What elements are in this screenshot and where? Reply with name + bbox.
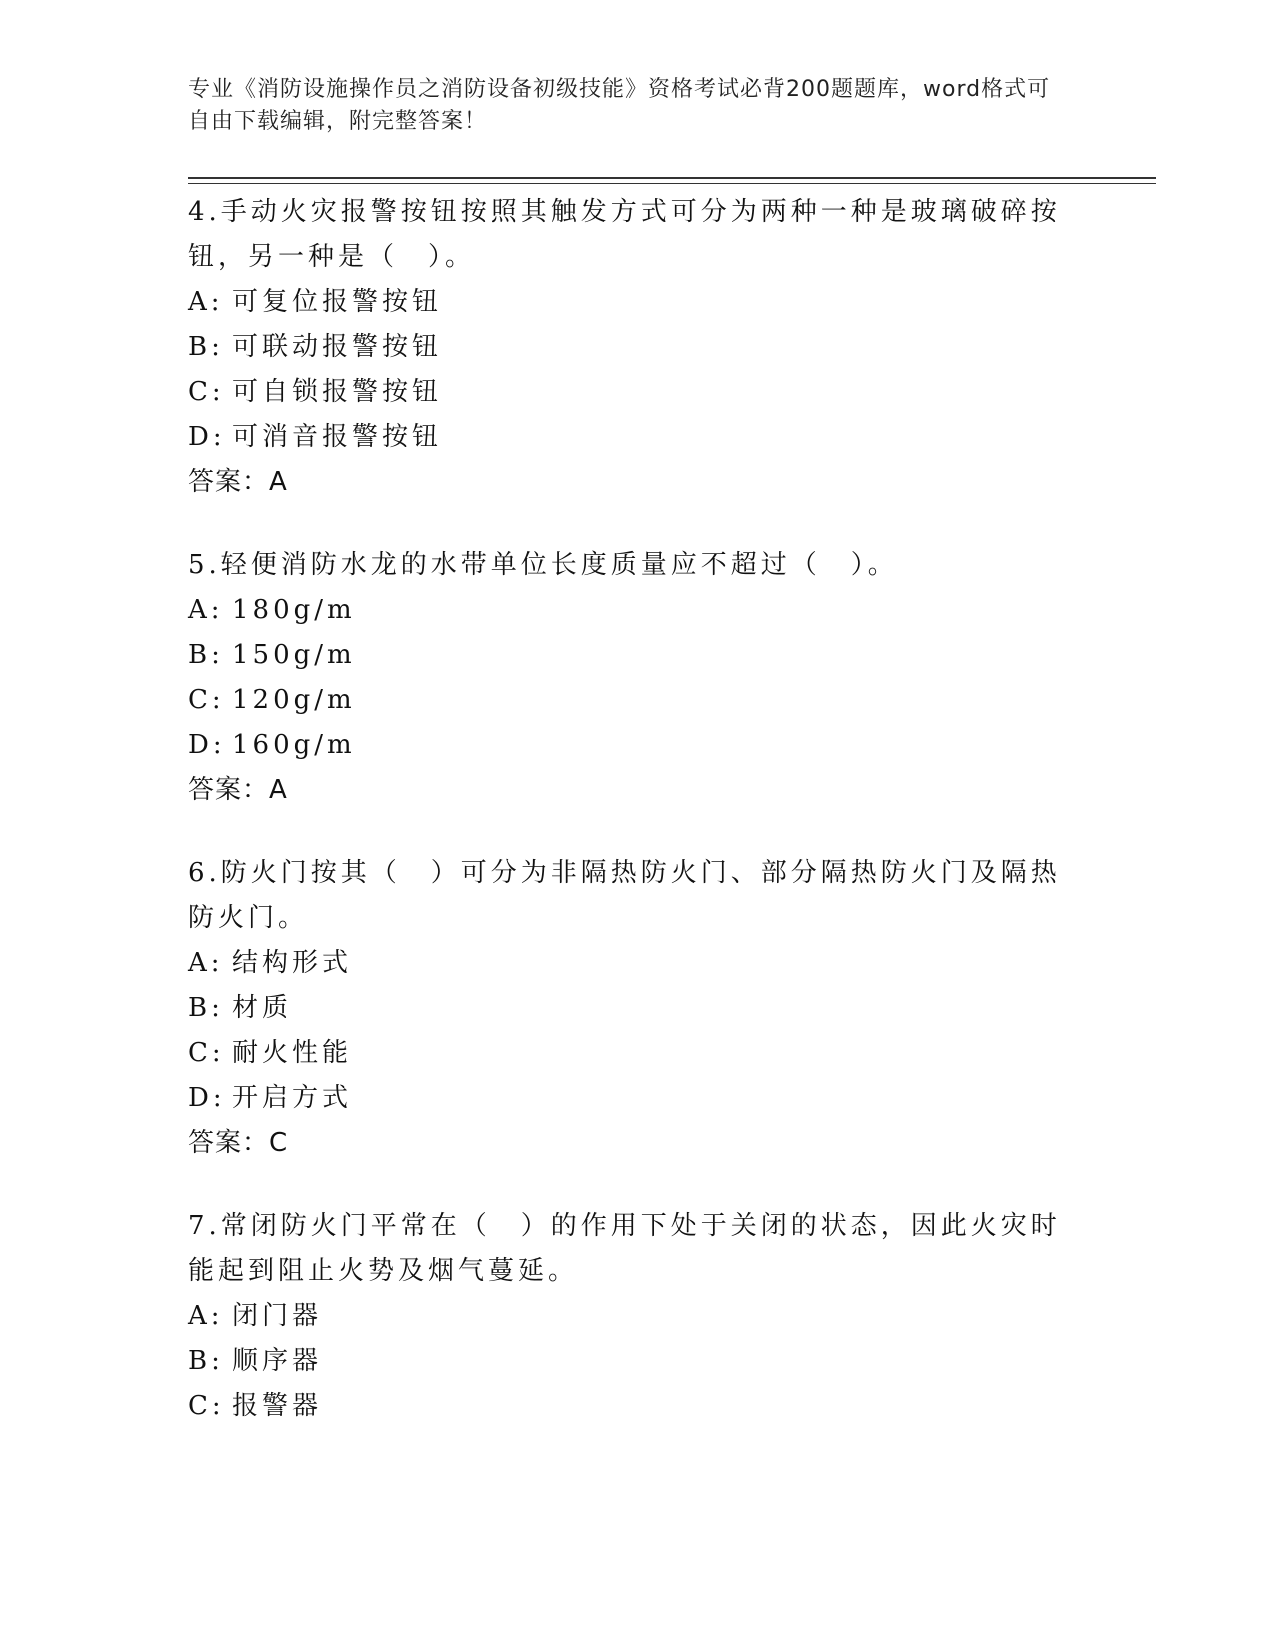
option-c <box>188 1384 1068 1429</box>
option-text: 可消音报警按钮 <box>232 422 443 452</box>
question-stem: 4.手动火灾报警按钮按照其触发方式可分为两种一种是玻璃破碎按钮，另一种是（ ）。 <box>188 197 1061 272</box>
option-text: 闭门器 <box>232 1301 323 1331</box>
option-a <box>188 588 1068 633</box>
option-text: 可复位报警按钮 <box>232 287 443 317</box>
option-b <box>188 986 1068 1031</box>
option-b <box>188 325 1068 370</box>
question-4 <box>188 190 1068 505</box>
question-7 <box>188 1204 1068 1429</box>
option-b <box>188 1339 1068 1384</box>
option-letter: D: <box>188 1083 226 1113</box>
option-letter: A: <box>188 1301 224 1331</box>
document-header: 专业《消防设施操作员之消防设备初级技能》资格考试必背200题题库，word格式可自由下载编辑，附完整答案！ <box>188 77 1051 134</box>
question-6 <box>188 851 1068 1166</box>
option-d <box>188 415 1068 460</box>
option-d <box>188 723 1068 768</box>
question-stem: 5.轻便消防水龙的水带单位长度质量应不超过（ ）。 <box>188 550 898 580</box>
option-text: 可自锁报警按钮 <box>232 377 443 407</box>
option-c <box>188 370 1068 415</box>
answer-line: 答案：A <box>188 775 288 805</box>
header-divider-thin <box>188 183 1156 184</box>
question-5 <box>188 543 1068 813</box>
answer-line: 答案：C <box>188 1128 289 1158</box>
option-letter: D: <box>188 422 226 452</box>
option-letter: A: <box>188 948 224 978</box>
option-text: 材质 <box>232 993 293 1023</box>
option-letter: C: <box>188 377 225 407</box>
option-text: 120g/m <box>232 685 356 715</box>
question-stem: 6.防火门按其（ ）可分为非隔热防火门、部分隔热防火门及隔热防火门。 <box>188 858 1061 933</box>
option-letter: B: <box>188 1346 224 1376</box>
option-letter: B: <box>188 640 224 670</box>
option-c <box>188 678 1068 723</box>
option-text: 150g/m <box>232 640 356 670</box>
option-text: 结构形式 <box>232 948 353 978</box>
option-text: 开启方式 <box>232 1083 353 1113</box>
option-a <box>188 1294 1068 1339</box>
option-letter: A: <box>188 287 224 317</box>
option-letter: C: <box>188 1038 225 1068</box>
option-letter: C: <box>188 1391 225 1421</box>
question-stem: 7.常闭防火门平常在（ ）的作用下处于关闭的状态，因此火灾时能起到阻止火势及烟气蔓延。 <box>188 1211 1061 1286</box>
header-divider-thick <box>188 177 1156 179</box>
option-d <box>188 1076 1068 1121</box>
option-b <box>188 633 1068 678</box>
option-text: 160g/m <box>232 730 356 760</box>
question-list <box>188 190 1068 1467</box>
option-letter: D: <box>188 730 226 760</box>
option-text: 报警器 <box>232 1391 323 1421</box>
option-letter: A: <box>188 595 224 625</box>
option-text: 耐火性能 <box>232 1038 353 1068</box>
option-letter: B: <box>188 332 224 362</box>
option-letter: C: <box>188 685 225 715</box>
option-text: 顺序器 <box>232 1346 323 1376</box>
option-a <box>188 941 1068 986</box>
option-c <box>188 1031 1068 1076</box>
answer-line: 答案：A <box>188 467 288 497</box>
option-text: 180g/m <box>232 595 356 625</box>
option-a <box>188 280 1068 325</box>
option-letter: B: <box>188 993 224 1023</box>
option-text: 可联动报警按钮 <box>232 332 443 362</box>
